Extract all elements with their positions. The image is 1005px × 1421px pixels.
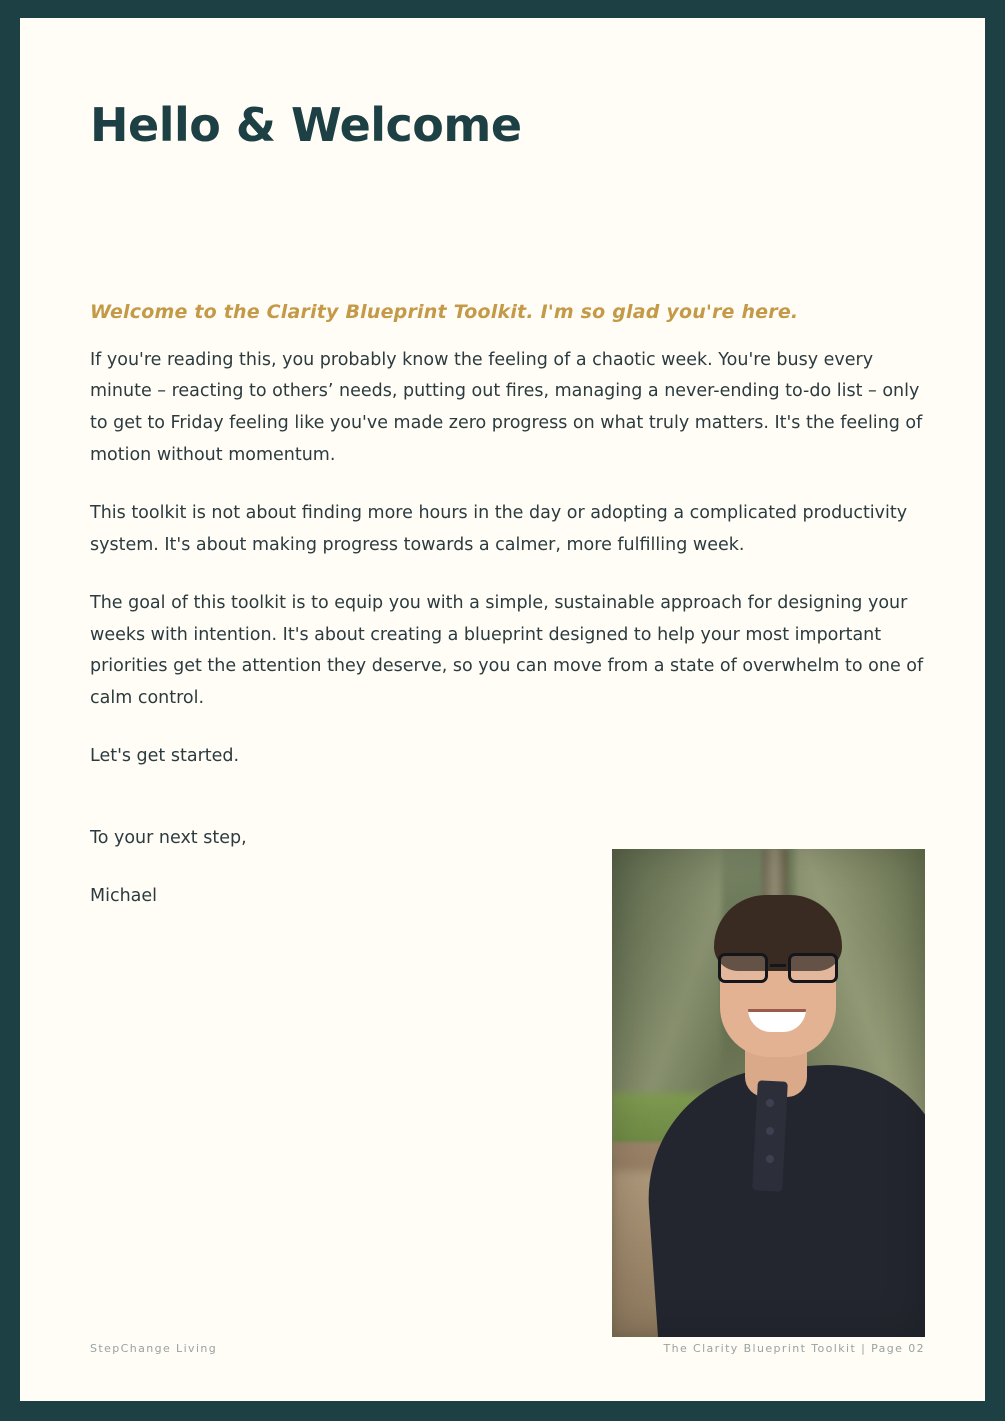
signoff-line: To your next step, <box>90 827 247 848</box>
page-title: Hello & Welcome <box>90 98 522 152</box>
footer-brand: StepChange Living <box>90 1342 218 1355</box>
body-paragraph-2: This toolkit is not about finding more hours in the day or adopting a complicated productivity system. It's about making progress towards a calmer, more fulfilling week. <box>90 502 908 555</box>
page-content <box>90 78 935 930</box>
intro-lede: Welcome to the Clarity Blueprint Toolkit. I'm so glad you're here. <box>90 300 799 323</box>
author-portrait-image <box>612 849 925 1337</box>
document-page <box>20 18 985 1401</box>
portrait-vignette <box>612 849 925 1337</box>
footer-page-label: The Clarity Blueprint Toolkit | Page 02 <box>663 1342 925 1355</box>
body-paragraph-3: The goal of this toolkit is to equip you with a simple, sustainable approach for designing your weeks with intention. It's about creating a blueprint designed to help your most important priorities get the attention they deserve, so you can move from a state of overwhelm to one of calm control. <box>90 592 924 709</box>
body-paragraph-1: If you're reading this, you probably know the feeling of a chaotic week. You're busy every minute – reacting to others’ needs, putting out fires, managing a never-ending to-do list – only to get to Friday feeling like you've made zero progress on what truly matters. It's the feeling of motion without momentum. <box>90 349 923 466</box>
body-paragraph-4: Let's get started. <box>90 746 240 767</box>
signature-name: Michael <box>90 885 158 906</box>
